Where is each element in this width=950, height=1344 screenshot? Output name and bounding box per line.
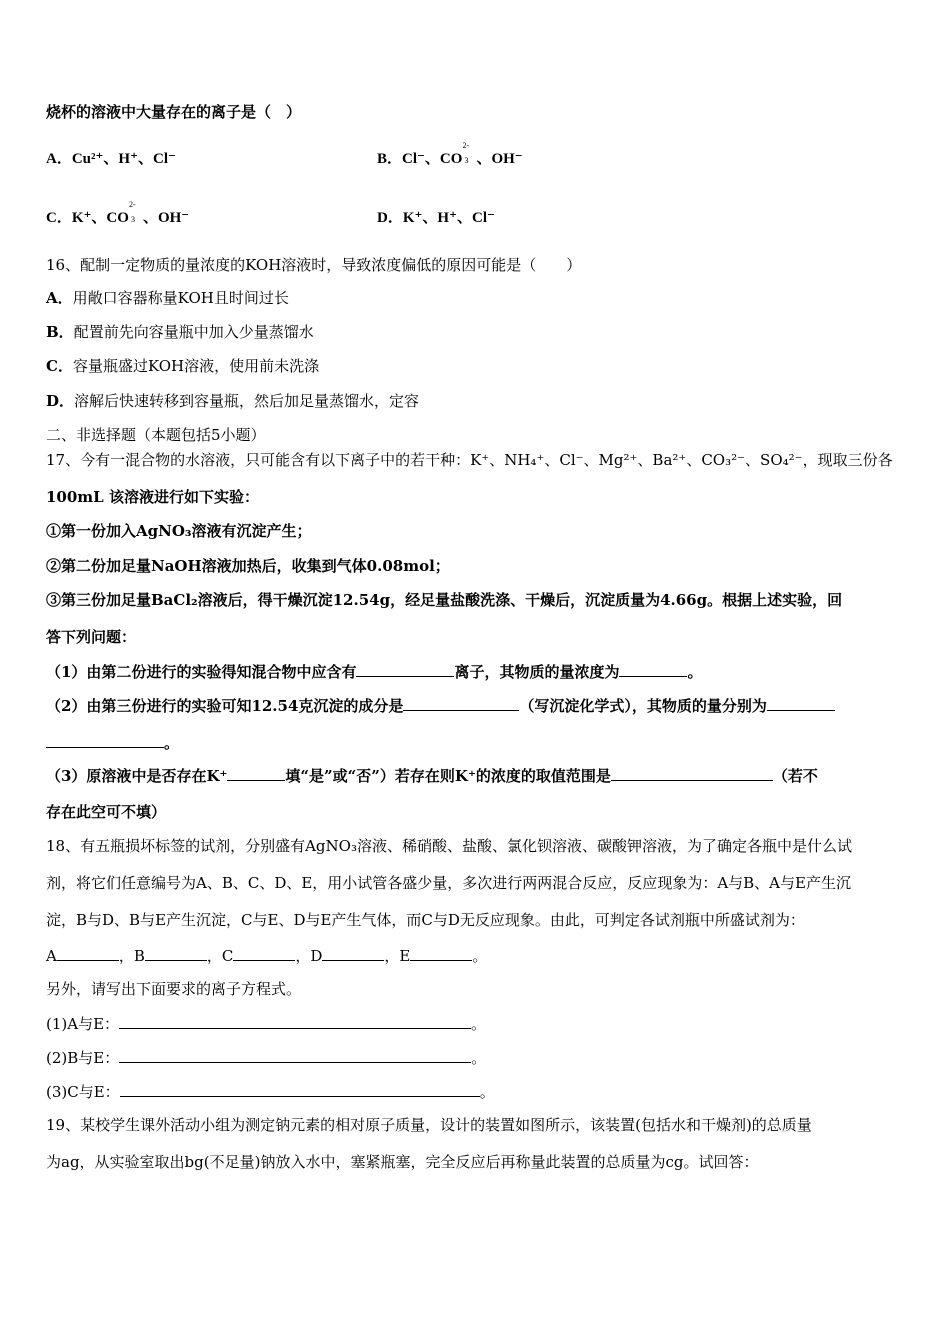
fraction-bottom: 3 xyxy=(464,156,469,165)
q15-option-b xyxy=(377,141,523,169)
section-heading: 二、非选择题（本题包括5小题） xyxy=(46,426,266,444)
text: ，B xyxy=(118,947,145,965)
option-text: 用敞口容器称量KOH且时间过长 xyxy=(72,289,289,307)
answer-blank[interactable] xyxy=(46,732,164,748)
answer-blank[interactable] xyxy=(57,945,119,961)
text: 填“是”或“否”）若存在则K⁺的浓度的取值范围是 xyxy=(285,767,611,785)
text: ，D xyxy=(295,947,323,965)
option-text: Cl⁻、CO xyxy=(402,151,463,167)
q19-stem-line1: 19、某校学生课外活动小组为测定钠元素的相对原子质量，设计的装置如图所示，该装置(包括水和干燥剂)的总质量 xyxy=(46,1116,812,1134)
q15-option-c xyxy=(46,200,190,228)
q16-option-b xyxy=(46,322,314,342)
text: 。 xyxy=(471,1049,487,1067)
text: （2）由第三份进行的实验可知12.54克沉淀的成分是 xyxy=(46,697,404,715)
q17-part-2-cont xyxy=(46,732,179,753)
q18-equation-1 xyxy=(46,1013,486,1034)
q18-equation-2 xyxy=(46,1047,486,1068)
q17-stem-line1: 17、今有一混合物的水溶液，只可能含有以下离子中的若干种：K⁺、NH₄⁺、Cl⁻、Mg²⁺、Ba²⁺、CO₃²⁻、SO₄²⁻，现取三份各 xyxy=(46,451,893,469)
text: （写沉淀化学式），其物质的量分别为 xyxy=(519,697,767,715)
text: 。 xyxy=(687,663,703,681)
q17-part-3 xyxy=(46,765,818,786)
text: (1)A与E： xyxy=(46,1015,120,1033)
text: 。 xyxy=(479,1083,495,1101)
q17-experiment-3-cont: 答下列问题： xyxy=(46,628,137,646)
q17-part-1 xyxy=(46,661,702,682)
option-text: 溶解后快速转移到容量瓶，然后加足量蒸馏水，定容 xyxy=(74,392,420,410)
text: ，C xyxy=(206,947,234,965)
q18-equation-3 xyxy=(46,1081,495,1102)
q16-option-d xyxy=(46,391,419,411)
text: ，E xyxy=(384,947,411,965)
text: 。 xyxy=(472,947,488,965)
option-text: 、OH⁻ xyxy=(476,151,523,167)
q17-experiment-1: ①第一份加入AgNO₃溶液有沉淀产生； xyxy=(46,522,312,540)
answer-blank[interactable] xyxy=(611,765,773,781)
option-letter: A． xyxy=(46,289,73,307)
answer-blank[interactable] xyxy=(120,1081,480,1097)
option-letter: B． xyxy=(377,151,403,167)
answer-blank[interactable] xyxy=(227,765,285,781)
text: 。 xyxy=(164,734,180,752)
fraction-bottom: 3 xyxy=(130,215,135,224)
q17-part-2 xyxy=(46,695,835,716)
q17-experiment-2: ②第二份加足量NaOH溶液加热后，收集到气体0.08mol； xyxy=(46,557,450,575)
text: A xyxy=(46,947,57,965)
text: （若不 xyxy=(772,767,818,785)
option-text: 、OH⁻ xyxy=(142,210,190,226)
q16-option-c xyxy=(46,356,319,376)
option-letter: A． xyxy=(46,151,72,167)
option-letter: B． xyxy=(46,323,74,341)
option-text: 容量瓶盛过KOH溶液，使用前未洗涤 xyxy=(72,357,320,375)
q18-stem-line5: 另外，请写出下面要求的离子方程式。 xyxy=(46,980,302,998)
q19-stem-line2: 为ag，从实验室取出bg(不足量)钠放入水中，塞紧瓶塞，完全反应后再称量此装置的总质量为cg。试回答： xyxy=(46,1153,759,1171)
text: (3)C与E： xyxy=(46,1083,120,1101)
text: 离子，其物质的量浓度为 xyxy=(454,663,620,681)
q16-stem: 16、配制一定物质的量浓度的KOH溶液时，导致浓度偏低的原因可能是（ ） xyxy=(46,256,582,274)
q15-stem: 烧杯的溶液中大量存在的离子是（ ） xyxy=(46,103,302,121)
answer-blank[interactable] xyxy=(145,945,207,961)
q17-experiment-3: ③第三份加足量BaCl₂溶液后，得干燥沉淀12.54g，经足量盐酸洗涤、干燥后，沉淀质量为4.66g。根据上述实验，回 xyxy=(46,591,843,609)
option-text: K⁺、H⁺、Cl⁻ xyxy=(402,210,495,226)
text: （3）原溶液中是否存在K⁺ xyxy=(46,767,228,785)
text: （1）由第二份进行的实验得知混合物中应含有 xyxy=(46,663,357,681)
answer-blank[interactable] xyxy=(403,695,519,711)
q18-stem-line3: 淀，B与D、B与E产生沉淀，C与E、D与E产生气体，而C与D无反应现象。由此，可判定各试剂瓶中所盛试剂为： xyxy=(46,911,805,929)
option-letter: C． xyxy=(46,357,73,375)
answer-blank[interactable] xyxy=(233,945,295,961)
fraction-top: 2- xyxy=(462,141,470,150)
option-text: Cu²⁺、H⁺、Cl⁻ xyxy=(71,151,176,167)
q15-option-d xyxy=(377,208,495,228)
answer-blank[interactable] xyxy=(410,945,472,961)
fraction-top: 2- xyxy=(128,200,136,209)
q17-stem-line2: 100mL 该溶液进行如下实验： xyxy=(46,488,259,506)
q15-option-a xyxy=(46,149,176,169)
option-letter: D． xyxy=(46,392,75,410)
answer-blank[interactable] xyxy=(322,945,384,961)
option-text: K⁺、CO xyxy=(71,210,129,226)
q18-answer-blanks xyxy=(46,945,487,966)
q18-stem-line2: 剂，将它们任意编号为A、B、C、D、E，用小试管各盛少量，多次进行两两混合反应，反应现象为：A与B、A与E产生沉 xyxy=(46,874,851,892)
q17-part-3-cont: 存在此空可不填） xyxy=(46,803,167,821)
answer-blank[interactable] xyxy=(119,1013,471,1029)
q16-option-a xyxy=(46,288,289,308)
answer-blank[interactable] xyxy=(767,695,835,711)
answer-blank[interactable] xyxy=(119,1047,471,1063)
option-text: 配置前先向容量瓶中加入少量蒸馏水 xyxy=(73,323,314,341)
text: 。 xyxy=(471,1015,487,1033)
q18-stem-line1: 18、有五瓶损坏标签的试剂，分别盛有AgNO₃溶液、稀硝酸、盐酸、氯化钡溶液、碳酸钾溶液，为了确定各瓶中是什么试 xyxy=(46,837,852,855)
option-letter: C． xyxy=(46,210,72,226)
answer-blank[interactable] xyxy=(619,661,687,677)
option-letter: D． xyxy=(377,210,403,226)
text: (2)B与E： xyxy=(46,1049,120,1067)
answer-blank[interactable] xyxy=(356,661,454,677)
